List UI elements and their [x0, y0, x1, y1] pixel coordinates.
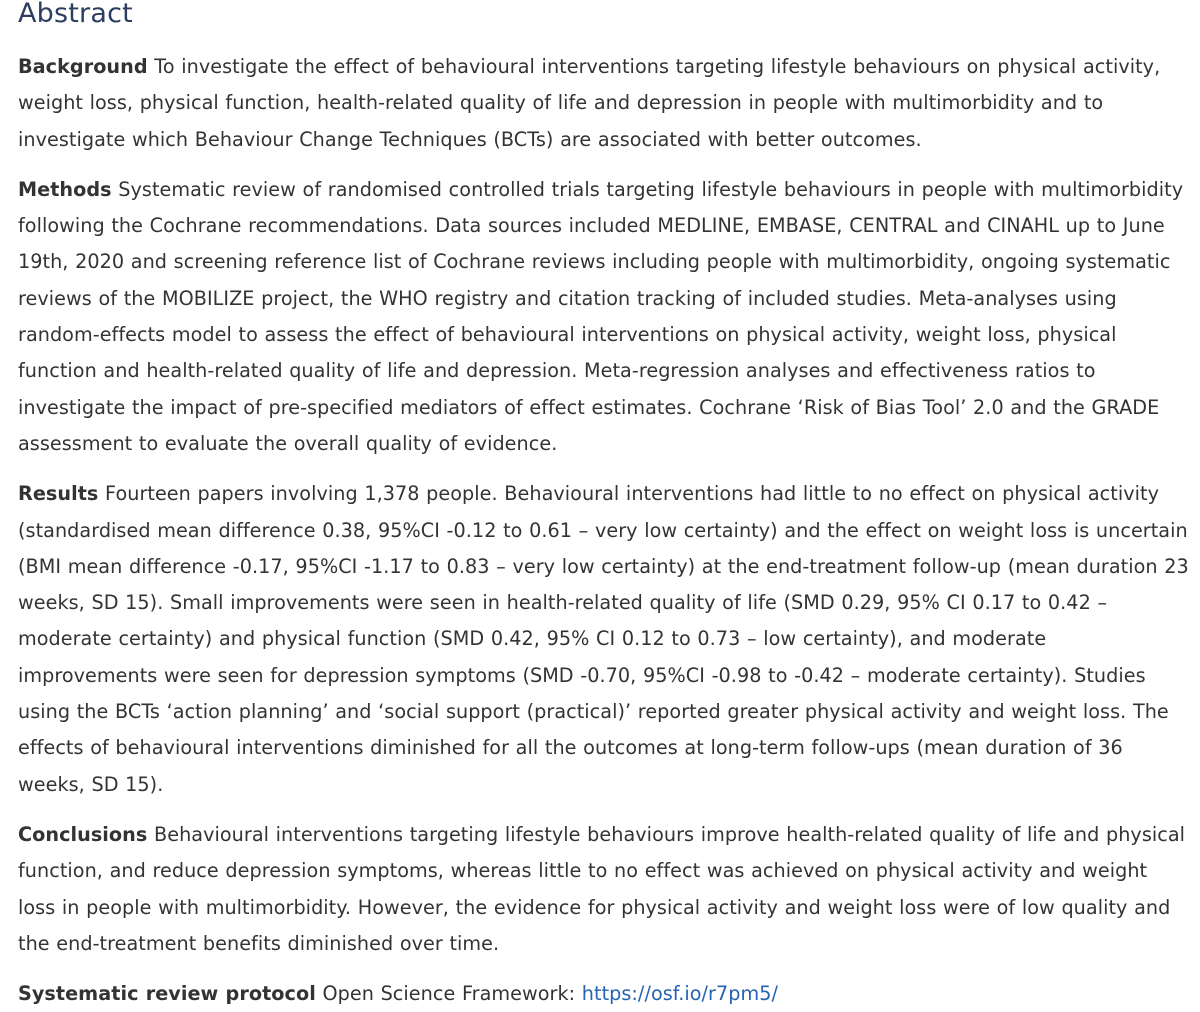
protocol-label: Systematic review protocol	[18, 982, 316, 1006]
results-section	[18, 476, 1190, 803]
background-section	[18, 49, 1190, 158]
methods-label: Methods	[18, 177, 112, 201]
background-text: To investigate the effect of behavioural interventions targeting lifestyle behaviours on physical activity, weight loss, physical function, health-related quality of life and depression in people with multimorbidity and to investigate which Behaviour Change Techniques (BCTs) are associated with better outcomes.	[18, 55, 1161, 151]
abstract-heading: Abstract	[18, 0, 133, 29]
abstract-sections	[18, 49, 1190, 1012]
methods-section	[18, 172, 1190, 462]
results-text: Fourteen papers involving 1,378 people. Behavioural interventions had little to no effect on physical activity (standardised mean difference 0.38, 95%CI -0.12 to 0.61 – very low certainty) and the effect on weight loss is uncertain (BMI mean difference -0.17, 95%CI -1.17 to 0.83 – very low certainty) at the end-treatment follow-up (mean duration 23 weeks, SD 15). Small improvements were seen in health-related quality of life (SMD 0.29, 95% CI 0.17 to 0.42 – moderate certainty) and physical function (SMD 0.42, 95% CI 0.12 to 0.73 – low certainty), and moderate improvements were seen for depression symptoms (SMD -0.70, 95%CI -0.98 to -0.42 – moderate certainty). Studies using the BCTs ‘action planning’ and ‘social support (practical)’ reported greater physical activity and weight loss. The effects of behavioural interventions diminished for all the outcomes at long-term follow-ups (mean duration of 36 weeks, SD 15).	[18, 482, 1189, 796]
methods-text: Systematic review of randomised controlled trials targeting lifestyle behaviours in people with multimorbidity following the Cochrane recommendations. Data sources included MEDLINE, EMBASE, CENTRAL and CINAHL up to June 19th, 2020 and screening reference list of Cochrane reviews including people with multimorbidity, ongoing systematic reviews of the MOBILIZE project, the WHO registry and citation tracking of included studies. Meta-analyses using random-effects model to assess the effect of behavioural interventions on physical activity, weight loss, physical function and health-related quality of life and depression. Meta-regression analyses and effectiveness ratios to investigate the impact of pre-specified mediators of effect estimates. Cochrane ‘Risk of Bias Tool’ 2.0 and the GRADE assessment to evaluate the overall quality of evidence.	[18, 177, 1184, 455]
results-label: Results	[18, 482, 99, 506]
conclusions-section	[18, 817, 1190, 962]
protocol-text: Open Science Framework:	[315, 982, 582, 1006]
protocol-link[interactable]: https://osf.io/r7pm5/	[581, 982, 778, 1006]
conclusions-text: Behavioural interventions targeting lifestyle behaviours improve health-related quality of life and physical function, and reduce depression symptoms, whereas little to no effect was achieved on physical activity and weight loss in people with multimorbidity. However, the evidence for physical activity and weight loss were of low quality and the end-treatment benefits diminished over time.	[18, 822, 1186, 955]
background-label: Background	[18, 55, 148, 78]
conclusions-label: Conclusions	[18, 822, 148, 846]
protocol-section	[18, 976, 1190, 1012]
